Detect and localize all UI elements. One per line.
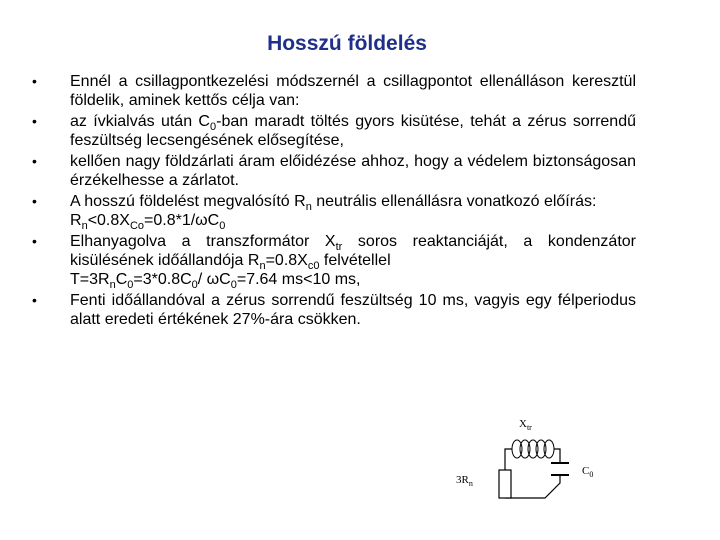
bullet-item [32, 152, 636, 190]
bullet-item [32, 112, 636, 150]
bullet-text: Elhanyagolva a transzformátor X [70, 233, 336, 250]
circuit-wires [505, 449, 560, 498]
bullet-dot: • [32, 153, 37, 169]
bullet-dot: • [32, 113, 37, 129]
subscript: n [259, 260, 266, 272]
bullet-dot: • [32, 73, 37, 89]
bullet-text: A hosszú földelést megvalósító R [70, 193, 306, 210]
bullet-text: =0.8X [265, 252, 308, 269]
subscript: n [305, 201, 312, 213]
bullet-item [32, 291, 636, 329]
inductor-label: $X_{tr}$ [519, 418, 532, 432]
bullet-dot: • [32, 292, 37, 308]
subscript: c0 [307, 260, 320, 272]
bullet-dot: • [32, 233, 37, 249]
bullet-text: Fenti időállandóval a zérus sorrendű feszültség 10 ms, vagyis egy félperiodus alatt eredeti értékének 27%-ára csökken. [70, 292, 636, 328]
capacitor-label: $C_0$ [582, 465, 594, 479]
bullet-text: felvétellel [319, 252, 391, 269]
resistor-label: $3R_n$ [456, 474, 473, 488]
bullet-text: kellően nagy földzárlati áram előidézése ahhoz, hogy a védelem biztonságosan érzékelhesse a zárlatot. [70, 153, 636, 189]
bullet-item [32, 72, 636, 110]
slide-title: Hosszú földelés [267, 32, 427, 55]
bullet-text: neutrális ellenállásra vonatkozó előírás: [311, 193, 597, 210]
formula-line: $R_n<0.8X_{Co}=0.8*1/\omega C_0$ [70, 212, 226, 232]
bullet-text: -ban maradt töltés gyors kisütése, tehát a zérus sorrendű feszültség lecsengésének elősegítése, [70, 113, 637, 149]
bullet-list [32, 72, 636, 331]
bullet-item [32, 232, 636, 289]
inductor-coil [512, 440, 554, 458]
formula-line: $T=3R_nC_0=3*0.8C_0/$ $\omega C_0=7.64$ ms<10 ms, [70, 271, 361, 291]
subscript: 0 [210, 121, 217, 133]
bullet-item [32, 192, 636, 230]
resistor [499, 470, 511, 498]
bullet-text: soros reaktanciáját, a kondenzátor kisülésének időállandója R [70, 233, 636, 269]
subscript: tr [335, 241, 343, 253]
capacitor [551, 463, 569, 475]
bullet-dot: • [32, 193, 37, 209]
bullet-text: az ívkialvás után C [70, 113, 210, 130]
bullet-text: Ennél a csillagpontkezelési módszernél a csillagpontot ellenálláson keresztül földelik, aminek kettős célja van: [70, 73, 636, 109]
